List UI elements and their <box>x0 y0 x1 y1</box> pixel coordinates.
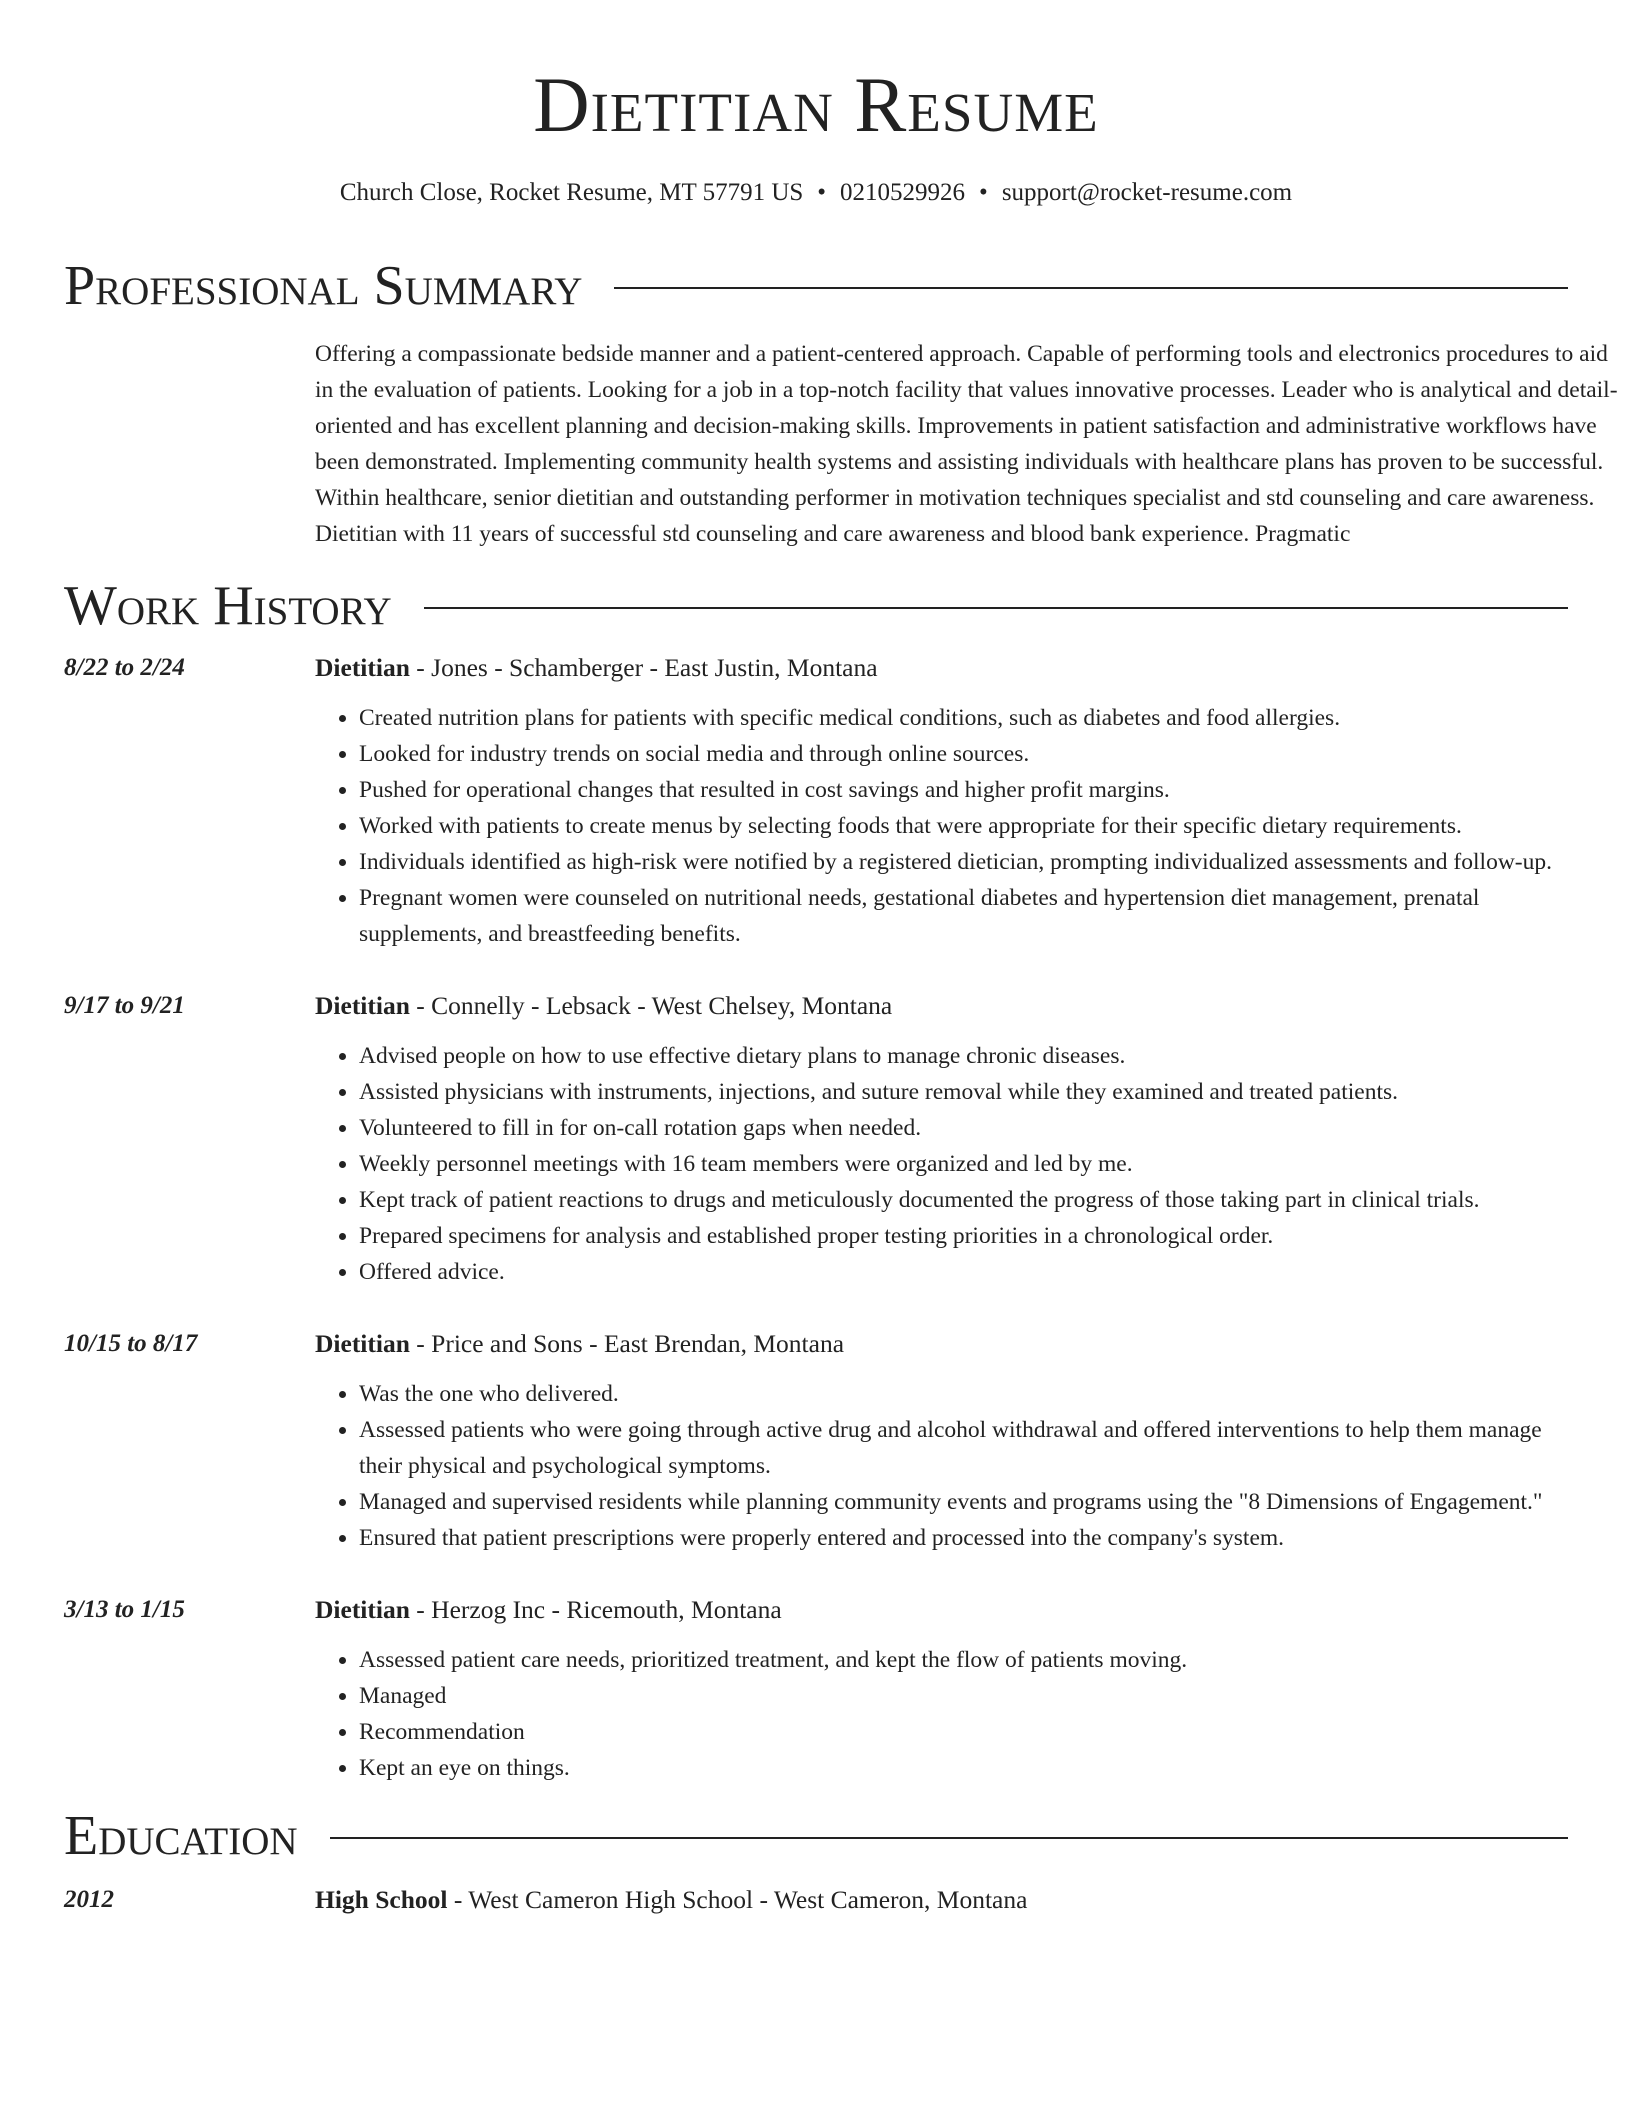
contact-phone: 0210529926 <box>840 179 966 206</box>
job-bullet: • Kept track of patient reactions to drugs and meticulously documented the progress of those taking part in clinical trials. <box>359 1182 1568 1218</box>
job-bullet: • Looked for industry trends on social media and through online sources. <box>359 736 1568 772</box>
job-bullet: • Weekly personnel meetings with 16 team members were organized and led by me. <box>359 1146 1568 1182</box>
job-body <box>315 648 1568 952</box>
job-bullet: • Advised people on how to use effective dietary plans to manage chronic diseases. <box>359 1038 1568 1074</box>
job-body <box>315 986 1568 1290</box>
resume-title: Dietitian Resume <box>533 61 1099 148</box>
job-title: Dietitian <box>315 1329 410 1358</box>
work-history-list <box>64 648 1568 1786</box>
job-bullet: • Assessed patient care needs, prioritized treatment, and kept the flow of patients moving. <box>359 1642 1568 1678</box>
education-section-header <box>64 1805 1568 1867</box>
section-divider <box>330 1837 1568 1839</box>
job-heading <box>315 1324 1568 1364</box>
summary-section-header <box>64 255 1568 317</box>
job-bullet: • Assessed patients who were going through active drug and alcohol withdrawal and offered interventions to help them manage their physical and psychological symptoms. <box>359 1412 1568 1484</box>
summary-heading: Professional Summary <box>64 255 583 317</box>
contact-separator: • <box>979 179 988 206</box>
job-bullet: • Pregnant women were counseled on nutritional needs, gestational diabetes and hypertension diet management, prenatal supplements, and breastfeeding benefits. <box>359 880 1568 952</box>
job-bullet: • Prepared specimens for analysis and established proper testing priorities in a chronological order. <box>359 1218 1568 1254</box>
job-bullet-list <box>315 1038 1568 1290</box>
education-heading: Education <box>64 1805 298 1867</box>
job-bullet: • Individuals identified as high-risk were notified by a registered dietician, prompting individualized assessments and follow-up. <box>359 844 1568 880</box>
summary-text: Offering a compassionate bedside manner and a patient-centered approach. Capable of performing tools and electronics procedures to aid in the evaluation of patients. Looking for a job in a top-notch facility that values innovative processes. Leader who is analytical and detail-oriented and has excellent planning and decision-making skills. Improvements in patient satisfaction and administrative workflows have been demonstrated. Implementing community health systems and assisting individuals with healthcare plans has proven to be successful. Within healthcare, senior dietitian and outstanding performer in motivation techniques specialist and std counseling and care awareness. Dietitian with 11 years of successful std counseling and care awareness and blood bank experience. Pragmatic <box>315 341 1618 547</box>
education-entry <box>64 1880 1568 1920</box>
job-bullet: • Managed <box>359 1678 1568 1714</box>
job-bullet: • Recommendation <box>359 1714 1568 1750</box>
contact-line <box>64 178 1568 208</box>
education-body <box>315 1880 1568 1920</box>
job-title: Dietitian <box>315 1595 410 1624</box>
section-divider <box>614 287 1568 289</box>
job-dates: 9/17 to 9/21 <box>64 992 185 1019</box>
job-heading <box>315 1590 1568 1630</box>
education-year: 2012 <box>64 1886 114 1913</box>
job-bullet: • Assisted physicians with instruments, injections, and suture removal while they examined and treated patients. <box>359 1074 1568 1110</box>
job-employer-location: - Jones - Schamberger - East Justin, Montana <box>409 653 878 682</box>
education-list <box>64 1880 1568 1920</box>
job-entry <box>64 1590 1568 1786</box>
contact-address: Church Close, Rocket Resume, MT 57791 US <box>339 179 804 206</box>
job-entry <box>64 648 1568 952</box>
job-heading <box>315 986 1568 1026</box>
job-bullet: • Managed and supervised residents while planning community events and programs using the "8 Dimensions of Engagement." <box>359 1484 1568 1520</box>
job-bullet: • Offered advice. <box>359 1254 1568 1290</box>
job-bullet: • Created nutrition plans for patients with specific medical conditions, such as diabetes and food allergies. <box>359 700 1568 736</box>
contact-separator: • <box>817 179 827 206</box>
job-heading <box>315 648 1568 688</box>
job-employer-location: - Herzog Inc - Ricemouth, Montana <box>409 1595 782 1624</box>
job-dates: 10/15 to 8/17 <box>64 1330 198 1357</box>
job-body <box>315 1324 1568 1556</box>
job-employer-location: - Price and Sons - East Brendan, Montana <box>409 1329 845 1358</box>
job-bullet: • Was the one who delivered. <box>359 1376 1568 1412</box>
job-bullet-list <box>315 700 1568 952</box>
job-title: Dietitian <box>315 991 410 1020</box>
job-title: Dietitian <box>315 653 410 682</box>
job-bullet: • Pushed for operational changes that resulted in cost savings and higher profit margins. <box>359 772 1568 808</box>
work-section-header <box>64 575 1568 637</box>
job-bullet-list <box>315 1642 1568 1786</box>
job-employer-location: - Connelly - Lebsack - West Chelsey, Montana <box>409 991 893 1020</box>
contact-email: support@rocket-resume.com <box>1001 179 1293 206</box>
job-entry <box>64 1324 1568 1556</box>
work-heading: Work History <box>64 575 392 637</box>
section-divider <box>424 607 1568 609</box>
education-heading-line <box>315 1880 1568 1920</box>
job-dates: 3/13 to 1/15 <box>64 1596 185 1623</box>
job-bullet: • Kept an eye on things. <box>359 1750 1568 1786</box>
job-body <box>315 1590 1568 1786</box>
job-entry <box>64 986 1568 1290</box>
job-bullet: • Volunteered to fill in for on-call rotation gaps when needed. <box>359 1110 1568 1146</box>
job-bullet: • Ensured that patient prescriptions were properly entered and processed into the company's system. <box>359 1520 1568 1556</box>
education-degree: High School <box>315 1885 448 1914</box>
job-bullet: • Worked with patients to create menus by selecting foods that were appropriate for their specific dietary requirements. <box>359 808 1568 844</box>
job-bullet-list <box>315 1376 1568 1556</box>
job-dates: 8/22 to 2/24 <box>64 654 185 681</box>
education-school-location: - West Cameron High School - West Cameron, Montana <box>447 1885 1028 1914</box>
